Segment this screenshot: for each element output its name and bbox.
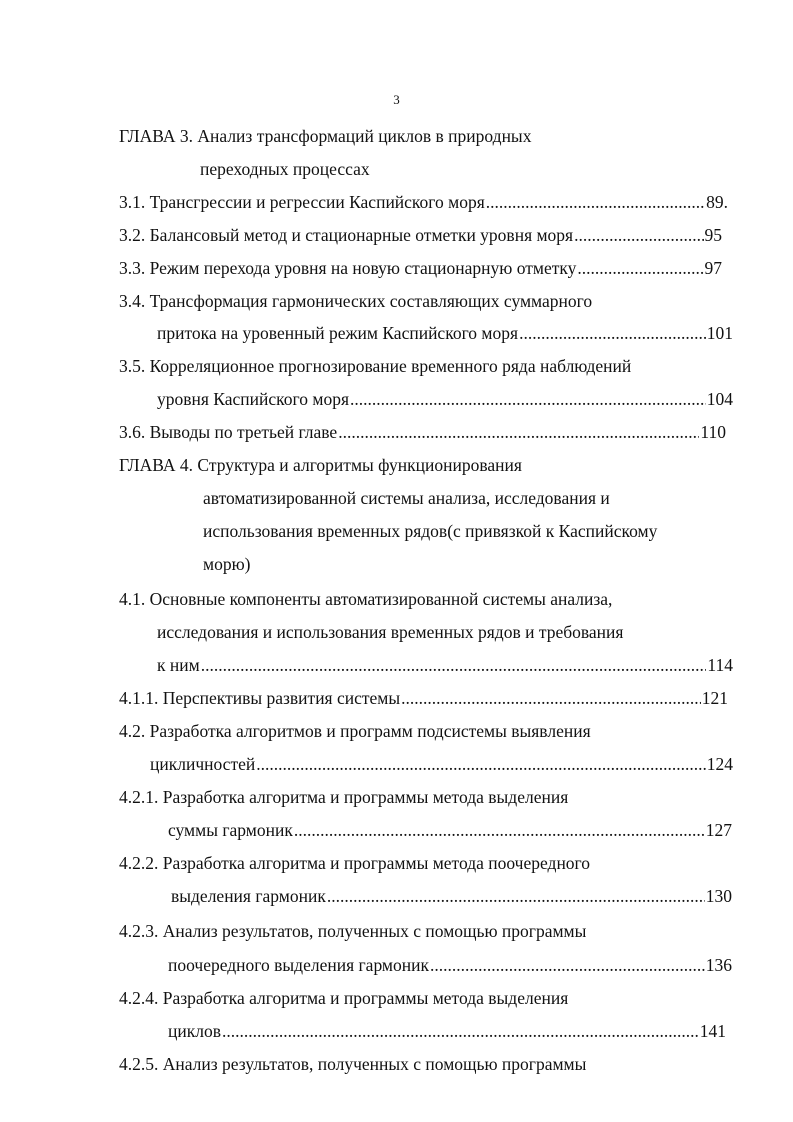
chapter3-title-line1: ГЛАВА 3. Анализ трансформаций циклов в природных	[119, 126, 532, 146]
toc-entry-4-1[interactable]	[157, 654, 733, 676]
toc-entry-4-2-3-line1: 4.2.3. Анализ результатов, полученных с помощью программы	[119, 921, 587, 941]
toc-entry-text: поочередного выделения гармоник	[168, 955, 429, 975]
leader-dots	[256, 753, 706, 775]
toc-entry-3-1[interactable]	[119, 191, 728, 213]
toc-entry-text: 3.1. Трансгрессии и регрессии Каспийского моря	[119, 192, 485, 212]
leader-dots	[401, 687, 701, 709]
toc-entry-4-2-1[interactable]	[168, 819, 732, 841]
toc-entry-4-2-line1: 4.2. Разработка алгоритмов и программ подсистемы выявления	[119, 721, 591, 741]
leader-dots	[430, 954, 705, 976]
toc-entry-text: 3.6. Выводы по третьей главе	[119, 422, 338, 442]
chapter3-title-line2: переходных процессах	[200, 159, 370, 179]
toc-entry-4-2-2-line1: 4.2.2. Разработка алгоритма и программы метода поочередного	[119, 853, 591, 873]
toc-entry-3-4[interactable]	[157, 322, 733, 344]
toc-entry-3-3[interactable]	[119, 257, 722, 279]
toc-entry-3-5[interactable]	[157, 388, 733, 410]
toc-entry-text: 4.1.1. Перспективы развития системы	[119, 688, 401, 708]
chapter4-title-line2: автоматизированной системы анализа, исследования и	[203, 488, 610, 508]
toc-entry-3-6[interactable]	[119, 421, 726, 443]
toc-page-ref: 95	[704, 225, 722, 245]
toc-entry-text: суммы гармоник	[168, 820, 293, 840]
chapter4-title-line1: ГЛАВА 4. Структура и алгоритмы функционирования	[119, 455, 522, 475]
toc-page-ref: 121	[701, 688, 728, 708]
toc-entry-3-4-line1: 3.4. Трансформация гармонических составляющих суммарного	[119, 291, 593, 311]
toc-page-ref: 97	[704, 258, 722, 278]
toc-entry-3-2[interactable]	[119, 224, 722, 246]
toc-entry-4-2-3[interactable]	[168, 954, 732, 976]
toc-page-ref: 141	[699, 1021, 726, 1041]
toc-entry-3-5-line1: 3.5. Корреляционное прогнозирование временного ряда наблюдений	[119, 356, 632, 376]
chapter4-title-line3: использования временных рядов(с привязкой к Каспийскому	[203, 521, 658, 541]
toc-entry-4-1-line2: исследования и использования временных рядов и требования	[157, 622, 624, 642]
toc-entry-text: выделения гармоник	[171, 886, 326, 906]
toc-entry-text: цикличностей	[150, 754, 256, 774]
leader-dots	[350, 388, 706, 410]
leader-dots	[519, 322, 706, 344]
toc-page-ref: 101	[706, 323, 733, 343]
leader-dots	[574, 224, 703, 246]
leader-dots	[201, 654, 707, 676]
toc-entry-4-2-1-line1: 4.2.1. Разработка алгоритма и программы метода выделения	[119, 787, 569, 807]
leader-dots	[338, 421, 699, 443]
toc-entry-text: 3.3. Режим перехода уровня на новую стационарную отметку	[119, 258, 577, 278]
toc-entry-4-2-4-line1: 4.2.4. Разработка алгоритма и программы метода выделения	[119, 988, 569, 1008]
toc-entry-4-1-line1: 4.1. Основные компоненты автоматизированной системы анализа,	[119, 589, 613, 609]
page-number: 3	[393, 92, 400, 107]
leader-dots	[222, 1020, 699, 1042]
toc-entry-text: уровня Каспийского моря	[157, 389, 349, 409]
leader-dots	[327, 885, 705, 907]
leader-dots	[486, 191, 705, 213]
leader-dots	[294, 819, 705, 841]
leader-dots	[577, 257, 703, 279]
toc-entry-4-2-5-line1: 4.2.5. Анализ результатов, полученных с помощью программы	[119, 1054, 587, 1074]
toc-entry-text: притока на уровенный режим Каспийского моря	[157, 323, 519, 343]
toc-entry-text: к ним	[157, 655, 200, 675]
chapter4-title-line4: морю)	[203, 554, 251, 574]
toc-page-ref: 127	[705, 820, 732, 840]
toc-page-ref: 136	[705, 955, 732, 975]
toc-page-ref: 110	[700, 422, 726, 442]
toc-entry-4-2-2[interactable]	[171, 885, 732, 907]
toc-entry-text: 3.2. Балансовый метод и стационарные отметки уровня моря	[119, 225, 574, 245]
toc-page-ref: 89.	[706, 192, 728, 212]
toc-page-ref: 130	[705, 886, 732, 906]
toc-entry-4-2-4[interactable]	[168, 1020, 726, 1042]
toc-page-ref: 124	[706, 754, 733, 774]
toc-entry-text: циклов	[168, 1021, 221, 1041]
toc-page-ref: 104	[706, 389, 733, 409]
toc-entry-4-2[interactable]	[150, 753, 733, 775]
toc-page-ref: 114	[707, 655, 733, 675]
toc-entry-4-1-1[interactable]	[119, 687, 728, 709]
